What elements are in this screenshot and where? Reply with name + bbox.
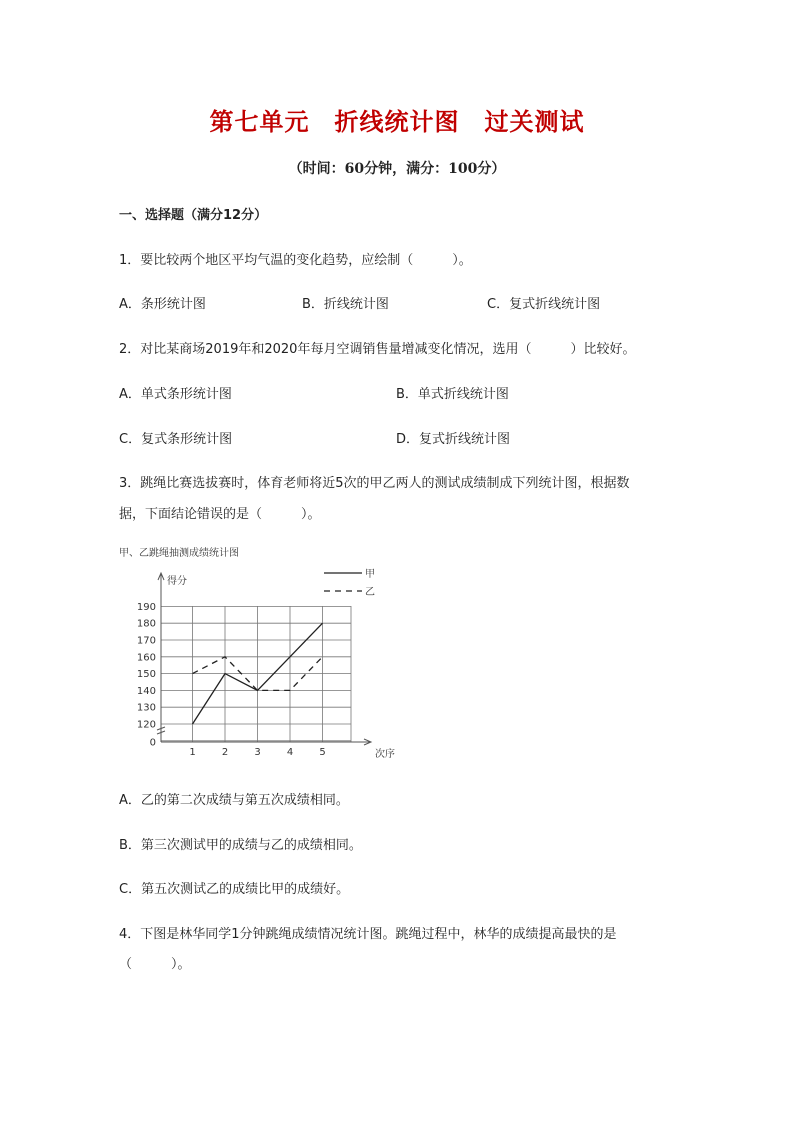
chart-grid xyxy=(161,606,351,742)
question-2-option-d: D．复式折线统计图 xyxy=(396,432,511,447)
question-1-option-b: B．折线统计图 xyxy=(302,297,389,312)
question-1-option-c: C．复式折线统计图 xyxy=(487,297,601,312)
x-axis-label: 次序 xyxy=(375,749,395,760)
line-chart xyxy=(119,540,409,765)
question-1-stem: 1．要比较两个地区平均气温的变化趋势，应绘制（ ）。 xyxy=(119,253,472,268)
y-tick-label: 160 xyxy=(136,652,156,664)
y-tick-label: 150 xyxy=(136,669,156,681)
page-subtitle: （时间：60分钟，满分：100分） xyxy=(288,161,506,177)
x-tick-label: 5 xyxy=(319,747,326,758)
question-3-option-c: C．第五次测试乙的成绩比甲的成绩好。 xyxy=(119,882,350,897)
y-tick-label: 190 xyxy=(136,601,156,613)
y-axis-label: 得分 xyxy=(167,576,187,587)
y-tick-label: 140 xyxy=(136,685,156,697)
chart-ticks xyxy=(137,602,326,758)
question-1-option-a: A．条形统计图 xyxy=(119,297,206,312)
question-2-option-a: A．单式条形统计图 xyxy=(119,387,232,402)
question-2-option-b: B．单式折线统计图 xyxy=(396,387,509,402)
x-tick-label: 1 xyxy=(189,747,196,758)
question-2-option-c: C．复式条形统计图 xyxy=(119,432,233,447)
x-tick-label: 4 xyxy=(286,747,294,758)
question-3-stem-line1: 3．跳绳比赛选拔赛时，体育老师将近5次的甲乙两人的测试成绩制成下列统计图，根据数 xyxy=(119,476,630,491)
x-tick-label: 3 xyxy=(254,747,261,758)
chart-svg xyxy=(119,540,409,765)
legend-label: 乙 xyxy=(365,587,375,598)
legend-label: 甲 xyxy=(365,569,375,580)
page-title: 第七单元 折线统计图 过关测试 xyxy=(209,107,585,136)
chart-title: 甲、乙跳绳抽测成绩统计图 xyxy=(119,548,239,559)
question-3-option-a: A．乙的第二次成绩与第五次成绩相同。 xyxy=(119,793,349,808)
y-tick-label: 120 xyxy=(136,719,156,731)
question-4-stem-line1: 4．下图是林华同学1分钟跳绳成绩情况统计图。跳绳过程中，林华的成绩提高最快的是 xyxy=(119,927,617,942)
question-3-stem-line2: 据，下面结论错误的是（ ）。 xyxy=(119,507,321,522)
x-tick-label: 2 xyxy=(221,747,229,758)
chart-legend xyxy=(324,568,375,598)
y-tick-label: 130 xyxy=(136,702,156,714)
section-heading: 一、选择题（满分12分） xyxy=(119,208,268,223)
question-3-option-b: B．第三次测试甲的成绩与乙的成绩相同。 xyxy=(119,838,362,853)
chart-axes xyxy=(157,573,371,745)
y-tick-label: 0 xyxy=(149,737,156,749)
y-tick-label: 180 xyxy=(136,618,156,630)
question-2-stem: 2．对比某商场2019年和2020年每月空调销售量增减变化情况，选用（ ）比较好。 xyxy=(119,342,636,357)
y-tick-label: 170 xyxy=(136,635,156,647)
question-4-stem-line2: （ ）。 xyxy=(119,957,191,972)
